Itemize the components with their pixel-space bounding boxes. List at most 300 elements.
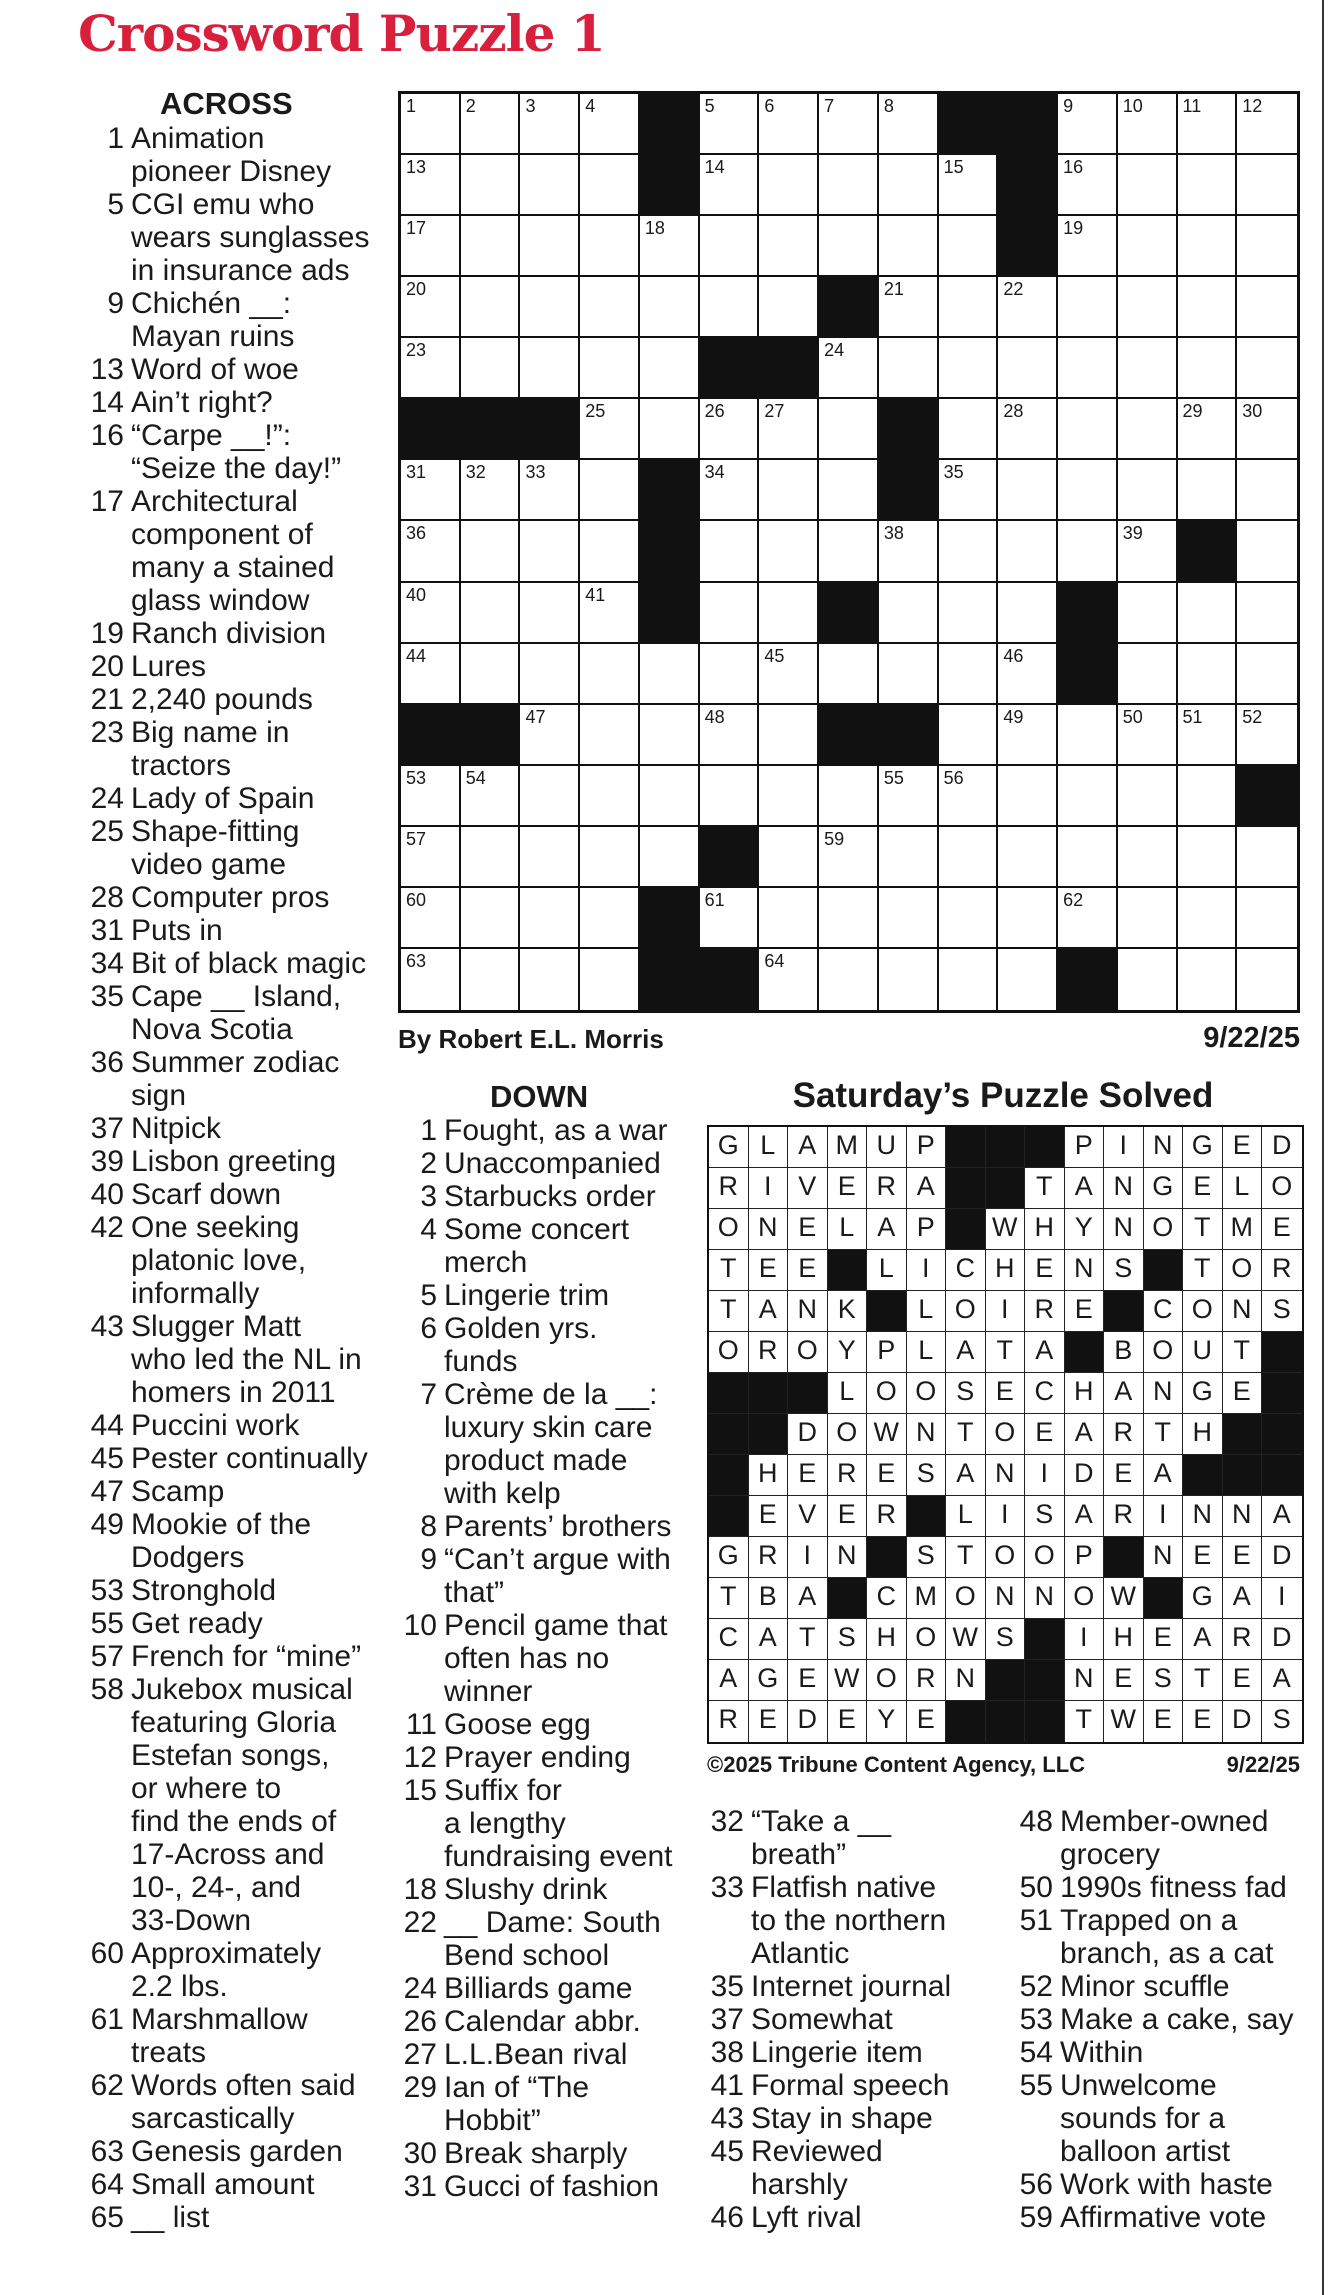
grid-cell[interactable] (759, 94, 819, 155)
grid-cell[interactable] (1178, 155, 1238, 216)
grid-cell[interactable] (700, 399, 760, 460)
grid-cell[interactable] (998, 705, 1058, 766)
grid-cell[interactable] (1058, 216, 1118, 277)
grid-cell[interactable] (1178, 644, 1238, 705)
grid-cell[interactable] (461, 338, 521, 399)
clue-number: 38 (883, 523, 904, 544)
grid-cell[interactable] (759, 521, 819, 582)
grid-cell[interactable] (461, 583, 521, 644)
solution-letter: O (828, 1414, 868, 1455)
grid-cell[interactable] (1118, 216, 1178, 277)
grid-cell[interactable] (520, 94, 580, 155)
grid-cell[interactable] (1118, 766, 1178, 827)
solution-letter: E (788, 1250, 828, 1291)
solution-letter: O (1262, 1168, 1302, 1209)
grid-cell[interactable] (520, 521, 580, 582)
grid-cell[interactable] (1118, 583, 1178, 644)
grid-cell[interactable] (819, 460, 879, 521)
grid-cell[interactable] (461, 766, 521, 827)
grid-cell[interactable] (401, 521, 461, 582)
grid-cell[interactable] (939, 277, 999, 338)
grid-cell[interactable] (461, 827, 521, 888)
grid-cell[interactable] (939, 766, 999, 827)
grid-cell[interactable] (401, 583, 461, 644)
grid-cell[interactable] (759, 155, 819, 216)
clue-text: Golden yrs. funds (444, 1312, 598, 1378)
grid-cell[interactable] (1058, 399, 1118, 460)
clue-number: 54 (465, 767, 486, 788)
grid-cell[interactable] (1058, 705, 1118, 766)
grid-cell[interactable] (819, 949, 879, 1010)
grid-cell[interactable] (759, 949, 819, 1010)
grid-cell[interactable] (939, 216, 999, 277)
solution-black-square (867, 1291, 907, 1332)
clue-number: 33 (525, 462, 546, 483)
grid-cell[interactable] (1118, 644, 1178, 705)
grid-cell[interactable] (1237, 155, 1297, 216)
grid-cell[interactable] (401, 155, 461, 216)
grid-cell[interactable] (520, 949, 580, 1010)
solution-letter: A (1262, 1496, 1302, 1537)
grid-cell[interactable] (401, 94, 461, 155)
clue-number: 20 (90, 650, 124, 683)
grid-cell[interactable] (700, 521, 760, 582)
grid-cell[interactable] (998, 766, 1058, 827)
grid-cell[interactable] (520, 766, 580, 827)
grid-cell[interactable] (1237, 399, 1297, 460)
grid-cell[interactable] (819, 827, 879, 888)
solution-black-square (946, 1209, 986, 1250)
clue-number: 19 (90, 617, 124, 650)
grid-cell[interactable] (819, 521, 879, 582)
grid-cell[interactable] (700, 888, 760, 949)
grid-cell[interactable] (1237, 583, 1297, 644)
solution-black-square (986, 1127, 1026, 1168)
grid-cell[interactable] (1237, 705, 1297, 766)
solution-black-square (709, 1414, 749, 1455)
grid-cell[interactable] (640, 766, 700, 827)
grid-cell[interactable] (401, 949, 461, 1010)
clue-number: 31 (90, 914, 124, 947)
across-clue-21 (78, 683, 313, 716)
grid-cell[interactable] (401, 338, 461, 399)
grid-cell[interactable] (998, 583, 1058, 644)
black-square (819, 277, 879, 338)
grid-cell[interactable] (580, 766, 640, 827)
grid-cell[interactable] (1237, 949, 1297, 1010)
black-square (759, 338, 819, 399)
grid-cell[interactable] (401, 277, 461, 338)
grid-cell[interactable] (1237, 827, 1297, 888)
grid-cell[interactable] (879, 94, 939, 155)
solution-black-square (749, 1373, 789, 1414)
grid-cell[interactable] (700, 644, 760, 705)
grid-cell[interactable] (759, 583, 819, 644)
grid-cell[interactable] (580, 949, 640, 1010)
solution-letter: B (749, 1578, 789, 1619)
grid-cell[interactable] (580, 521, 640, 582)
grid-cell[interactable] (759, 644, 819, 705)
clue-text: Marshmallow treats (131, 2003, 308, 2069)
clue-number: 5 (420, 1279, 437, 1312)
solution-letter: E (828, 1496, 868, 1537)
black-square (640, 460, 700, 521)
grid-cell[interactable] (998, 338, 1058, 399)
grid-cell[interactable] (461, 460, 521, 521)
grid-cell[interactable] (879, 949, 939, 1010)
solution-black-square (1262, 1332, 1302, 1373)
grid-cell[interactable] (879, 216, 939, 277)
clue-number: 60 (90, 1937, 124, 1970)
grid-cell[interactable] (1178, 705, 1238, 766)
grid-cell[interactable] (461, 644, 521, 705)
solution-letter: N (1144, 1537, 1184, 1578)
clue-text: __ Dame: South Bend school (444, 1906, 661, 1972)
grid-cell[interactable] (580, 94, 640, 155)
grid-cell[interactable] (759, 766, 819, 827)
grid-cell[interactable] (1118, 155, 1178, 216)
clue-number: 49 (90, 1508, 124, 1541)
grid-cell[interactable] (1118, 338, 1178, 399)
grid-cell[interactable] (1058, 521, 1118, 582)
grid-cell[interactable] (879, 521, 939, 582)
clue-text: Animation pioneer Disney (131, 122, 332, 188)
solution-black-square (1183, 1455, 1223, 1496)
solution-letter: E (1144, 1619, 1184, 1660)
grid-cell[interactable] (1118, 705, 1178, 766)
grid-cell[interactable] (1118, 399, 1178, 460)
grid-cell[interactable] (1237, 521, 1297, 582)
solution-letter: T (1183, 1250, 1223, 1291)
grid-cell[interactable] (640, 827, 700, 888)
black-square (1058, 644, 1118, 705)
solution-letter: C (1025, 1373, 1065, 1414)
grid-cell[interactable] (401, 888, 461, 949)
grid-cell[interactable] (401, 766, 461, 827)
clue-number: 36 (406, 523, 427, 544)
grid-cell[interactable] (640, 277, 700, 338)
grid-cell[interactable] (700, 155, 760, 216)
grid-cell[interactable] (461, 277, 521, 338)
clue-number: 40 (90, 1178, 124, 1211)
grid-cell[interactable] (1178, 460, 1238, 521)
grid-cell[interactable] (759, 888, 819, 949)
grid-cell[interactable] (1237, 277, 1297, 338)
grid-cell[interactable] (998, 949, 1058, 1010)
grid-cell[interactable] (759, 827, 819, 888)
grid-cell[interactable] (1058, 94, 1118, 155)
grid-cell[interactable] (1058, 460, 1118, 521)
grid-cell[interactable] (580, 705, 640, 766)
grid-cell[interactable] (1178, 949, 1238, 1010)
black-square (879, 460, 939, 521)
solution-letter: O (1183, 1291, 1223, 1332)
solution-letter: N (1065, 1660, 1105, 1701)
grid-cell[interactable] (1178, 827, 1238, 888)
grid-cell[interactable] (700, 583, 760, 644)
black-square (640, 888, 700, 949)
grid-cell[interactable] (759, 705, 819, 766)
grid-cell[interactable] (939, 583, 999, 644)
grid-cell[interactable] (939, 705, 999, 766)
grid-cell[interactable] (819, 766, 879, 827)
solution-letter: O (1144, 1209, 1184, 1250)
clue-text: Flatfish native to the northern Atlantic (751, 1871, 947, 1970)
solution-letter: E (1183, 1168, 1223, 1209)
grid-cell[interactable] (461, 94, 521, 155)
grid-cell[interactable] (520, 216, 580, 277)
solution-letter: T (1065, 1701, 1105, 1742)
clue-number: 57 (90, 1640, 124, 1673)
grid-cell[interactable] (640, 705, 700, 766)
solution-black-square (828, 1578, 868, 1619)
grid-cell[interactable] (700, 94, 760, 155)
grid-cell[interactable] (759, 460, 819, 521)
grid-cell[interactable] (939, 399, 999, 460)
grid-cell[interactable] (520, 888, 580, 949)
clue-number: 61 (704, 889, 725, 910)
grid-cell[interactable] (1118, 888, 1178, 949)
solution-letter: E (788, 1660, 828, 1701)
grid-cell[interactable] (879, 766, 939, 827)
clue-text: Shape-fitting video game (131, 815, 300, 881)
solution-letter: A (1183, 1619, 1223, 1660)
grid-cell[interactable] (700, 216, 760, 277)
grid-cell[interactable] (998, 521, 1058, 582)
solution-black-square (1065, 1332, 1105, 1373)
solution-letter: D (788, 1701, 828, 1742)
solution-letter: T (1183, 1209, 1223, 1250)
black-square (520, 399, 580, 460)
solution-letter: H (1065, 1373, 1105, 1414)
grid-cell[interactable] (580, 888, 640, 949)
clue-text: Member-owned grocery (1060, 1805, 1269, 1871)
grid-cell[interactable] (640, 644, 700, 705)
grid-cell[interactable] (640, 399, 700, 460)
grid-cell[interactable] (580, 827, 640, 888)
clue-text: Somewhat (751, 2003, 893, 2036)
grid-cell[interactable] (580, 277, 640, 338)
grid-cell[interactable] (1178, 277, 1238, 338)
grid-cell[interactable] (580, 460, 640, 521)
clue-text: Gucci of fashion (444, 2170, 660, 2203)
grid-cell[interactable] (461, 888, 521, 949)
grid-cell[interactable] (998, 277, 1058, 338)
solution-letter: A (788, 1578, 828, 1619)
grid-cell[interactable] (520, 583, 580, 644)
grid-cell[interactable] (819, 94, 879, 155)
solution-letter: N (946, 1660, 986, 1701)
grid-cell[interactable] (520, 155, 580, 216)
grid-cell[interactable] (520, 705, 580, 766)
grid-cell[interactable] (879, 155, 939, 216)
grid-cell[interactable] (819, 216, 879, 277)
grid-cell[interactable] (1118, 521, 1178, 582)
solution-letter: D (1223, 1701, 1263, 1742)
across-clue-19 (78, 617, 326, 650)
clue-text: Word of woe (131, 353, 299, 386)
across-clue-23 (78, 716, 289, 782)
grid-cell[interactable] (1178, 888, 1238, 949)
solution-letter: E (1262, 1209, 1302, 1250)
grid-cell[interactable] (580, 399, 640, 460)
clue-text: Ian of “The Hobbit” (444, 2071, 590, 2137)
grid-cell[interactable] (1058, 155, 1118, 216)
clue-text: “Take a __ breath” (751, 1805, 892, 1871)
grid-cell[interactable] (759, 399, 819, 460)
clue-number: 56 (1019, 2168, 1053, 2201)
grid-cell[interactable] (819, 888, 879, 949)
grid-cell[interactable] (998, 460, 1058, 521)
grid-cell[interactable] (700, 460, 760, 521)
solution-black-square (1223, 1414, 1263, 1455)
grid-cell[interactable] (879, 644, 939, 705)
across-clue-5 (78, 188, 369, 287)
grid-cell[interactable] (461, 949, 521, 1010)
solution-black-square (1262, 1455, 1302, 1496)
grid-cell[interactable] (1058, 827, 1118, 888)
grid-cell[interactable] (1178, 583, 1238, 644)
clue-number: 45 (90, 1442, 124, 1475)
grid-cell[interactable] (1237, 338, 1297, 399)
grid-cell[interactable] (700, 705, 760, 766)
grid-cell[interactable] (1058, 277, 1118, 338)
solution-letter: G (709, 1127, 749, 1168)
down-clue-56 (1013, 2168, 1273, 2201)
grid-cell[interactable] (580, 155, 640, 216)
grid-cell[interactable] (520, 338, 580, 399)
down-heading: DOWN (490, 1079, 589, 1114)
solution-letter: E (1065, 1291, 1105, 1332)
grid-cell[interactable] (520, 827, 580, 888)
grid-cell[interactable] (998, 827, 1058, 888)
grid-cell[interactable] (939, 644, 999, 705)
grid-cell[interactable] (879, 888, 939, 949)
down-clue-26 (397, 2005, 641, 2038)
grid-cell[interactable] (939, 949, 999, 1010)
down-clue-46 (704, 2201, 862, 2234)
grid-cell[interactable] (1178, 94, 1238, 155)
clue-number: 17 (90, 485, 124, 518)
grid-cell[interactable] (1118, 277, 1178, 338)
grid-cell[interactable] (1058, 888, 1118, 949)
grid-cell[interactable] (520, 460, 580, 521)
grid-cell[interactable] (580, 216, 640, 277)
grid-cell[interactable] (401, 644, 461, 705)
clue-number: 18 (644, 218, 665, 239)
grid-cell[interactable] (700, 766, 760, 827)
black-square (700, 338, 760, 399)
grid-cell[interactable] (580, 583, 640, 644)
grid-cell[interactable] (580, 338, 640, 399)
grid-cell[interactable] (939, 521, 999, 582)
grid-cell[interactable] (819, 338, 879, 399)
solution-letter: R (1223, 1619, 1263, 1660)
grid-cell[interactable] (1178, 399, 1238, 460)
grid-cell[interactable] (879, 277, 939, 338)
black-square (640, 521, 700, 582)
clue-number: 55 (883, 767, 904, 788)
grid-cell[interactable] (819, 155, 879, 216)
solution-date: 9/22/25 (1226, 1752, 1300, 1777)
grid-cell[interactable] (819, 644, 879, 705)
grid-cell[interactable] (401, 460, 461, 521)
solution-letter: O (1144, 1332, 1184, 1373)
down-clue-53 (1013, 2003, 1293, 2036)
grid-cell[interactable] (939, 460, 999, 521)
grid-cell[interactable] (1058, 338, 1118, 399)
solution-letter: Y (1065, 1209, 1105, 1250)
grid-cell[interactable] (700, 277, 760, 338)
grid-cell[interactable] (998, 399, 1058, 460)
clue-number: 22 (1003, 279, 1024, 300)
grid-cell[interactable] (1178, 766, 1238, 827)
solution-letter: E (749, 1250, 789, 1291)
grid-cell[interactable] (1237, 94, 1297, 155)
clue-number: 50 (1122, 706, 1143, 727)
across-clue-25 (78, 815, 299, 881)
grid-cell[interactable] (1118, 827, 1178, 888)
grid-cell[interactable] (998, 644, 1058, 705)
solution-letter: S (1262, 1291, 1302, 1332)
grid-cell[interactable] (1118, 94, 1178, 155)
grid-cell[interactable] (939, 155, 999, 216)
grid-cell[interactable] (401, 827, 461, 888)
solution-letter: H (1183, 1414, 1223, 1455)
grid-cell[interactable] (1237, 644, 1297, 705)
clue-text: Lingerie item (751, 2036, 923, 2069)
grid-cell[interactable] (1237, 888, 1297, 949)
grid-cell[interactable] (640, 216, 700, 277)
grid-cell[interactable] (759, 216, 819, 277)
grid-cell[interactable] (939, 338, 999, 399)
grid-cell[interactable] (461, 216, 521, 277)
grid-cell[interactable] (640, 338, 700, 399)
grid-cell[interactable] (461, 521, 521, 582)
grid-cell[interactable] (759, 277, 819, 338)
solution-black-square (946, 1701, 986, 1742)
grid-cell[interactable] (939, 827, 999, 888)
grid-cell[interactable] (1118, 949, 1178, 1010)
grid-cell[interactable] (520, 277, 580, 338)
solution-letter: S (907, 1455, 947, 1496)
grid-cell[interactable] (819, 399, 879, 460)
solution-letter: R (1104, 1496, 1144, 1537)
solution-black-square (1144, 1250, 1184, 1291)
solution-letter: N (828, 1537, 868, 1578)
grid-cell[interactable] (1178, 216, 1238, 277)
solution-letter: T (946, 1537, 986, 1578)
grid-cell[interactable] (461, 155, 521, 216)
grid-cell[interactable] (1237, 460, 1297, 521)
grid-cell[interactable] (998, 888, 1058, 949)
grid-cell[interactable] (939, 888, 999, 949)
grid-cell[interactable] (1058, 766, 1118, 827)
across-clue-35 (78, 980, 341, 1046)
grid-cell[interactable] (1118, 460, 1178, 521)
grid-cell[interactable] (580, 644, 640, 705)
grid-cell[interactable] (401, 216, 461, 277)
solution-letter: P (907, 1209, 947, 1250)
clue-text: Minor scuffle (1060, 1970, 1230, 2003)
grid-cell[interactable] (879, 827, 939, 888)
grid-cell[interactable] (520, 644, 580, 705)
grid-cell[interactable] (1178, 338, 1238, 399)
grid-cell[interactable] (879, 338, 939, 399)
grid-cell[interactable] (1237, 216, 1297, 277)
across-clue-61 (78, 2003, 308, 2069)
grid-cell[interactable] (879, 583, 939, 644)
